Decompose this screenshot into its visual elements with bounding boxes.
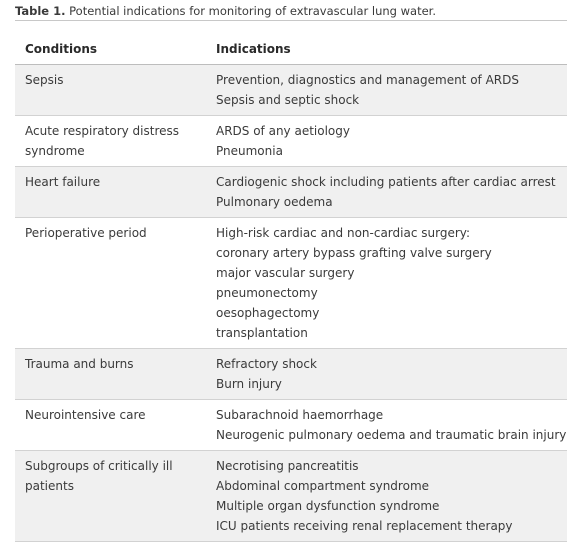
indication-item: ARDS of any aetiology — [216, 124, 350, 138]
condition-cell: Heart failure — [15, 167, 206, 218]
indication-item: Abdominal compartment syndrome — [216, 479, 430, 493]
indication-item: Cardiogenic shock including patients after cardiac arrest — [216, 175, 556, 189]
indication-item: pneumonectomy — [216, 286, 318, 300]
indications-cell — [206, 116, 567, 167]
condition-cell: Perioperative period — [15, 218, 206, 349]
indication-item: Necrotising pancreatitis — [216, 459, 359, 473]
table-row — [15, 116, 567, 167]
indication-item: transplantation — [216, 326, 308, 340]
table-body — [15, 65, 567, 542]
condition-cell: Acute respiratory distress syndrome — [15, 116, 206, 167]
table-caption — [15, 3, 436, 19]
condition-cell: Trauma and burns — [15, 349, 206, 400]
indication-item: Neurogenic pulmonary oedema and traumatic brain injury — [216, 428, 567, 442]
indication-item: High-risk cardiac and non-cardiac surgery: — [216, 226, 471, 240]
indications-cell — [206, 167, 567, 218]
header-conditions: Conditions — [15, 34, 206, 65]
indications-cell — [206, 349, 567, 400]
indications-cell — [206, 218, 567, 349]
table-row — [15, 349, 567, 400]
table-header-row — [15, 34, 567, 65]
indications-table — [15, 34, 567, 542]
table-row — [15, 65, 567, 116]
table-row — [15, 400, 567, 451]
condition-cell: Neurointensive care — [15, 400, 206, 451]
table-row — [15, 218, 567, 349]
indication-item: Refractory shock — [216, 357, 317, 371]
indications-cell — [206, 65, 567, 116]
table-row — [15, 451, 567, 542]
indication-item: Prevention, diagnostics and management of ARDS — [216, 73, 519, 87]
indications-cell — [206, 400, 567, 451]
indication-item: Pneumonia — [216, 144, 283, 158]
table-row — [15, 167, 567, 218]
header-indications: Indications — [206, 34, 567, 65]
condition-cell: Subgroups of critically ill patients — [15, 451, 206, 542]
caption-label: Table 1. — [15, 4, 66, 18]
caption-text: Potential indications for monitoring of extravascular lung water. — [69, 4, 436, 18]
indication-item: Subarachnoid haemorrhage — [216, 408, 384, 422]
indications-cell — [206, 451, 567, 542]
indication-item: Sepsis and septic shock — [216, 93, 360, 107]
indication-item: Burn injury — [216, 377, 282, 391]
indication-item: oesophagectomy — [216, 306, 320, 320]
indication-item: major vascular surgery — [216, 266, 355, 280]
indication-item: ICU patients receiving renal replacement therapy — [216, 519, 513, 533]
indication-item: Pulmonary oedema — [216, 195, 333, 209]
indication-item: Multiple organ dysfunction syndrome — [216, 499, 440, 513]
condition-cell: Sepsis — [15, 65, 206, 116]
indication-item: coronary artery bypass grafting valve surgery — [216, 246, 492, 260]
caption-divider — [15, 20, 567, 21]
